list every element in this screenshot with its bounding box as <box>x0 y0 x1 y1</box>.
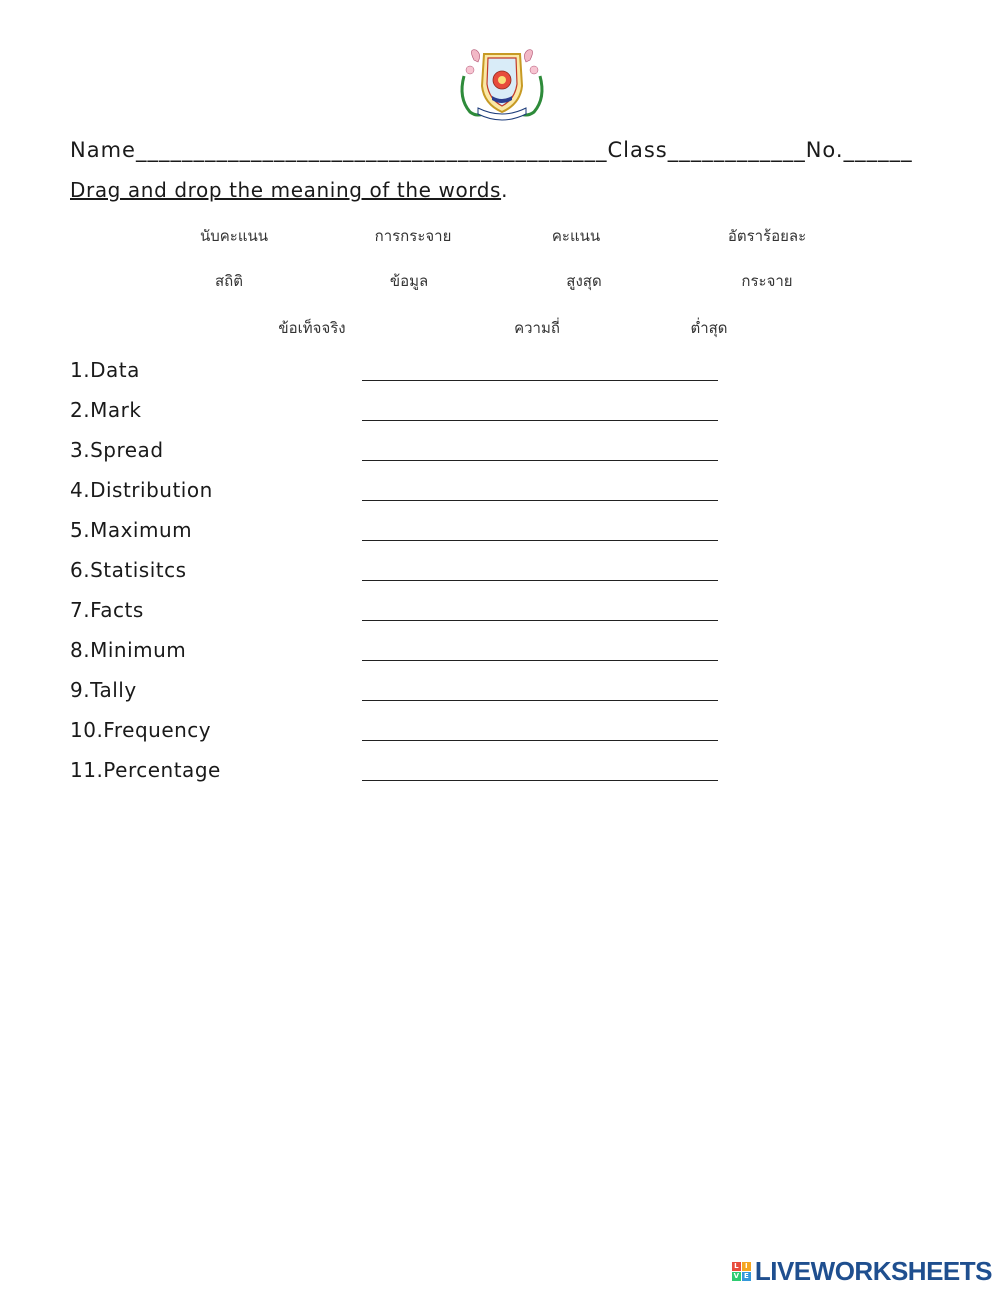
student-info-row <box>70 138 913 162</box>
number-field[interactable]: ______ <box>843 138 913 162</box>
word-bank-item[interactable]: สถิติ <box>215 272 243 290</box>
answer-drop-zone[interactable] <box>362 500 718 501</box>
question-label: 9.Tally <box>70 678 137 702</box>
question-label: 7.Facts <box>70 598 144 622</box>
name-label: Name <box>70 138 136 162</box>
word-bank-item[interactable]: คะแนน <box>551 227 601 245</box>
question-label: 1.Data <box>70 358 140 382</box>
number-label: No. <box>805 138 844 162</box>
name-field[interactable]: _________________________________________ <box>135 138 608 162</box>
answer-drop-zone[interactable] <box>362 540 718 541</box>
answer-drop-zone[interactable] <box>362 660 718 661</box>
instruction <box>70 178 508 202</box>
logo-tile: I <box>742 1262 751 1271</box>
logo-tile: V <box>733 1271 740 1280</box>
word-bank-item[interactable]: ข้อมูล <box>389 272 429 290</box>
question-label: 2.Mark <box>70 398 142 422</box>
instruction-period: . <box>501 178 509 202</box>
answer-drop-zone[interactable] <box>362 780 718 781</box>
answer-drop-zone[interactable] <box>362 740 718 741</box>
word-bank-item[interactable]: อัตราร้อยละ <box>727 227 807 245</box>
answer-drop-zone[interactable] <box>362 580 718 581</box>
answer-drop-zone[interactable] <box>362 460 718 461</box>
instruction-text: Drag and drop the meaning of the words <box>70 178 502 202</box>
liveworksheets-logo-icon <box>732 1262 751 1281</box>
question-label: 3.Spread <box>70 438 164 462</box>
word-bank-item[interactable]: ข้อเท็จจริง <box>278 319 346 337</box>
answer-drop-zone[interactable] <box>362 380 718 381</box>
liveworksheets-brand <box>732 1256 992 1286</box>
question-label: 5.Maximum <box>70 518 193 542</box>
question-label: 4.Distribution <box>70 478 213 502</box>
word-bank-item[interactable]: ต่ำสุด <box>690 319 728 337</box>
logo-tile: L <box>732 1262 741 1271</box>
brand-text: LIVEWORKSHEETS <box>754 1255 992 1286</box>
word-bank-item[interactable]: สูงสุด <box>566 272 602 290</box>
word-bank-item[interactable]: นับคะแนน <box>199 227 269 245</box>
answer-drop-zone[interactable] <box>362 420 718 421</box>
school-crest-logo <box>456 46 548 126</box>
answer-drop-zone[interactable] <box>362 700 718 701</box>
word-bank-item[interactable]: กระจาย <box>741 272 793 290</box>
answer-drop-zone[interactable] <box>362 620 718 621</box>
class-label: Class <box>607 138 668 162</box>
word-bank-item[interactable]: ความถี่ <box>514 319 560 337</box>
question-label: 10.Frequency <box>70 718 212 742</box>
question-label: 11.Percentage <box>70 758 221 782</box>
question-label: 6.Statisitcs <box>70 558 187 582</box>
class-field[interactable]: ____________ <box>667 138 806 162</box>
logo-tile: E <box>742 1272 751 1281</box>
question-label: 8.Minimum <box>70 638 187 662</box>
word-bank-item[interactable]: การกระจาย <box>374 227 452 245</box>
